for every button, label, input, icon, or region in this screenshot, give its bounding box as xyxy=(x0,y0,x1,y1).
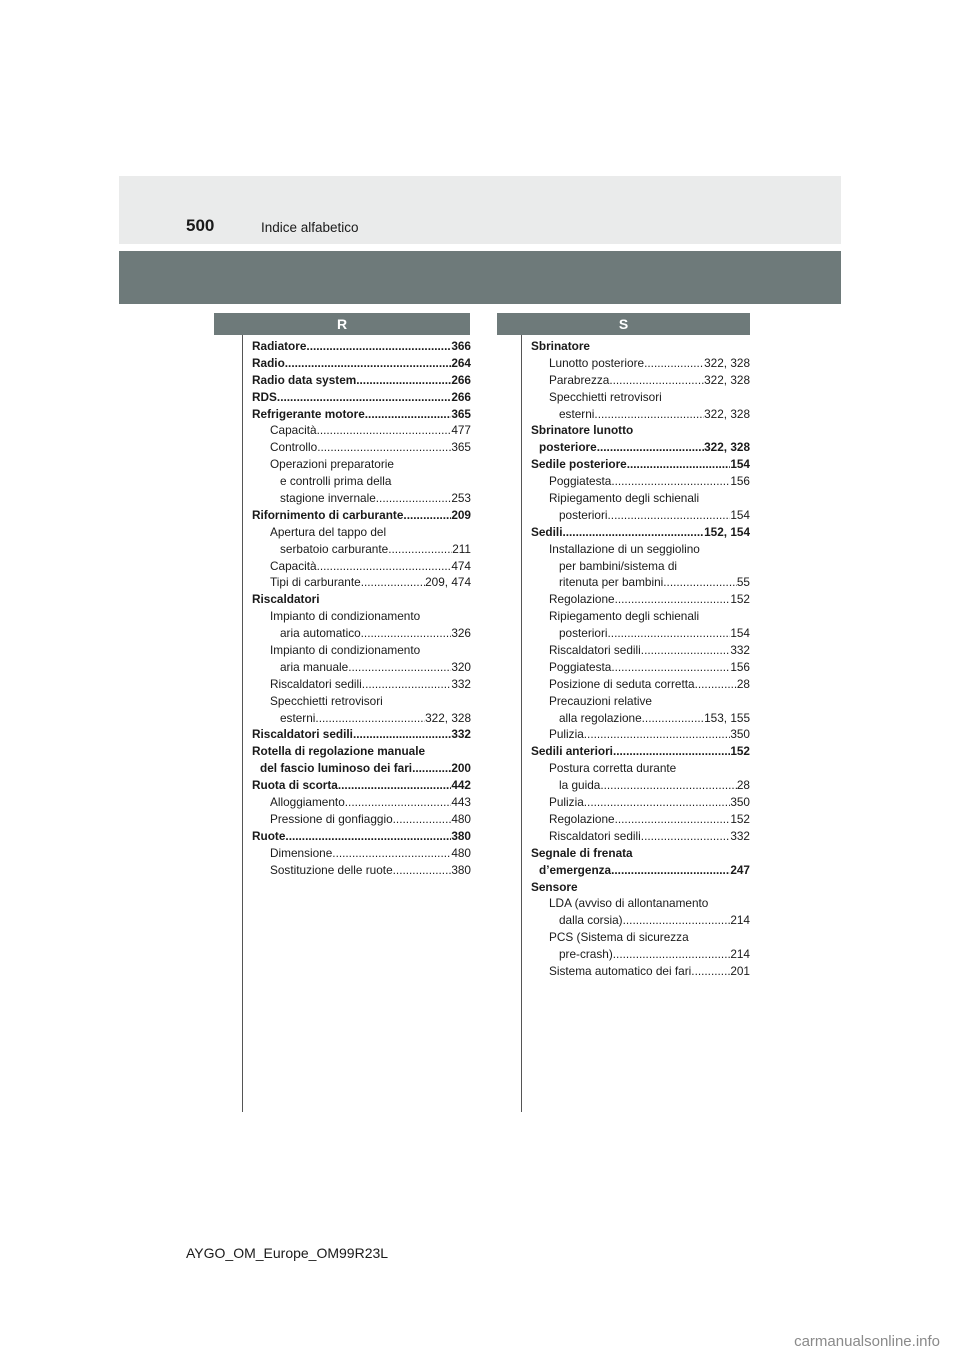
index-entry xyxy=(531,591,750,608)
index-entry-page: 474 xyxy=(451,558,471,573)
index-entry xyxy=(531,963,750,980)
index-entry-term: Rifornimento di carburante xyxy=(252,507,404,522)
index-entry xyxy=(531,895,750,912)
index-entry-page: 322, 328 xyxy=(425,710,471,725)
index-entry-page: 322, 328 xyxy=(704,440,750,455)
index-entry-page: 380 xyxy=(451,828,471,843)
index-entry-page: 152, 154 xyxy=(704,524,750,539)
index-entry xyxy=(531,862,750,879)
index-entry xyxy=(531,811,750,828)
index-entry-term: Sedile posteriore xyxy=(531,457,627,472)
dot-leader xyxy=(361,625,452,642)
dot-leader xyxy=(597,439,704,456)
dot-leader xyxy=(317,439,451,456)
index-entry-term: Riscaldatori xyxy=(252,592,320,607)
index-entry-term: serbatoio carburante xyxy=(280,541,389,556)
index-entry xyxy=(531,574,750,591)
index-entry-page: 380 xyxy=(451,862,471,877)
index-entry xyxy=(531,490,750,507)
dot-leader xyxy=(348,659,451,676)
dot-leader xyxy=(611,473,730,490)
index-entry-page: 332 xyxy=(730,828,750,843)
index-entry-page: 153, 155 xyxy=(704,710,750,725)
dot-leader xyxy=(362,676,452,693)
dot-leader xyxy=(623,912,731,929)
index-entry xyxy=(531,473,750,490)
index-entry-term: Dimensione xyxy=(270,845,333,860)
dot-leader xyxy=(608,625,731,642)
index-entry-term: Poggiatesta xyxy=(549,659,612,674)
index-entry xyxy=(531,439,750,456)
index-entry xyxy=(531,693,750,710)
index-entry xyxy=(531,642,750,659)
dot-leader xyxy=(338,777,451,794)
index-entry-term: per bambini/sistema di xyxy=(559,558,678,573)
dot-leader xyxy=(695,676,737,693)
index-entry xyxy=(531,541,750,558)
index-entry-term: posteriore xyxy=(539,440,597,455)
dot-leader xyxy=(356,372,451,389)
index-entry-page: 247 xyxy=(730,862,750,877)
index-entry-page: 200 xyxy=(451,761,471,776)
dot-leader xyxy=(285,355,452,372)
index-entry-term: RDS xyxy=(252,389,277,404)
index-entry xyxy=(531,676,750,693)
index-entry xyxy=(252,439,471,456)
index-entry xyxy=(252,558,471,575)
dot-leader xyxy=(403,507,451,524)
index-entry xyxy=(252,710,471,727)
index-entry xyxy=(252,507,471,524)
header-band xyxy=(119,176,841,244)
dot-leader xyxy=(584,726,731,743)
index-entry xyxy=(252,574,471,591)
index-entry xyxy=(252,372,471,389)
index-entry xyxy=(252,777,471,794)
index-entry-term: Riscaldatori sedili xyxy=(549,643,641,658)
index-entry-term: Riscaldatori sedili xyxy=(549,828,641,843)
index-entry-page: 322, 328 xyxy=(704,372,750,387)
index-entry-term: Impianto di condizionamento xyxy=(270,609,421,624)
index-entry-term: Ruota di scorta xyxy=(252,778,338,793)
index-entry-term: alla regolazione xyxy=(559,710,642,725)
index-entry xyxy=(531,524,750,541)
dot-leader xyxy=(644,355,704,372)
index-entry xyxy=(531,929,750,946)
index-entry-term: Regolazione xyxy=(549,592,615,607)
index-entry xyxy=(252,845,471,862)
index-entry-page: 443 xyxy=(451,795,471,810)
index-entry-term: Impianto di condizionamento xyxy=(270,643,421,658)
dot-leader xyxy=(306,338,451,355)
index-entry xyxy=(531,710,750,727)
index-entry xyxy=(252,608,471,625)
dot-leader xyxy=(611,659,730,676)
index-entry xyxy=(531,946,750,963)
index-entry-term: Posizione di seduta corretta xyxy=(549,676,695,691)
index-entry xyxy=(531,558,750,575)
index-entry xyxy=(531,372,750,389)
index-entry-page: 28 xyxy=(736,778,750,793)
index-entry-page: 55 xyxy=(736,575,750,590)
index-entry xyxy=(252,693,471,710)
index-entry xyxy=(252,760,471,777)
index-entry-page: 154 xyxy=(730,507,750,522)
index-entry-term: posteriori xyxy=(559,507,608,522)
dot-leader xyxy=(663,574,737,591)
index-entry-term: Postura corretta durante xyxy=(549,761,677,776)
index-entry xyxy=(531,625,750,642)
dot-leader xyxy=(562,524,704,541)
dot-leader xyxy=(627,456,731,473)
index-entry xyxy=(252,642,471,659)
index-entry xyxy=(252,625,471,642)
dot-leader xyxy=(615,591,731,608)
index-entry-term: PCS (Sistema di sicurezza xyxy=(549,930,689,945)
index-entry-page: 480 xyxy=(451,845,471,860)
index-entry-page: 350 xyxy=(730,795,750,810)
index-entry xyxy=(531,355,750,372)
index-entry-page: 201 xyxy=(730,963,750,978)
index-entry xyxy=(531,726,750,743)
index-entry xyxy=(252,862,471,879)
index-entry-term: Ripiegamento degli schienali xyxy=(549,491,700,506)
dot-leader xyxy=(315,710,425,727)
index-entry-term: Installazione di un seggiolino xyxy=(549,541,700,556)
index-column-r xyxy=(252,338,471,879)
index-entry xyxy=(252,726,471,743)
index-entry xyxy=(252,541,471,558)
index-entry xyxy=(252,490,471,507)
index-entry xyxy=(252,355,471,372)
index-entry-page: 322, 328 xyxy=(704,406,750,421)
index-entry-term: Refrigerante motore xyxy=(252,406,365,421)
index-entry-term: e controlli prima della xyxy=(280,474,392,489)
index-entry xyxy=(531,845,750,862)
index-entry-term: esterni xyxy=(280,710,316,725)
index-entry xyxy=(252,389,471,406)
dot-leader xyxy=(613,946,731,963)
index-entry xyxy=(252,338,471,355)
index-entry xyxy=(531,389,750,406)
index-entry-page: 209, 474 xyxy=(425,575,471,590)
index-entry-term: Precauzioni relative xyxy=(549,693,652,708)
header-dark-band xyxy=(119,251,841,304)
index-entry-page: 253 xyxy=(451,491,471,506)
index-entry xyxy=(531,456,750,473)
dot-leader xyxy=(613,743,730,760)
index-entry-term: Radio xyxy=(252,355,285,370)
index-entry-page: 332 xyxy=(451,727,471,742)
index-entry xyxy=(531,879,750,896)
index-entry-page: 156 xyxy=(730,659,750,674)
index-entry-page: 266 xyxy=(451,389,471,404)
index-entry xyxy=(252,828,471,845)
index-entry xyxy=(252,743,471,760)
dot-leader xyxy=(600,777,737,794)
index-entry xyxy=(252,422,471,439)
index-entry-term: Radio data system xyxy=(252,372,357,387)
index-entry-page: 154 xyxy=(730,457,750,472)
dot-leader xyxy=(641,642,731,659)
index-entry-term: Sistema automatico dei fari xyxy=(549,963,692,978)
index-entry xyxy=(252,406,471,423)
letter-heading-r: R xyxy=(214,313,470,335)
document-code: AYGO_OM_Europe_OM99R23L xyxy=(186,1245,389,1261)
index-entry-page: 477 xyxy=(451,423,471,438)
index-entry-page: 154 xyxy=(730,626,750,641)
index-entry-page: 264 xyxy=(451,355,471,370)
dot-leader xyxy=(361,574,425,591)
dot-leader xyxy=(332,845,451,862)
index-entry-term: Pulizia xyxy=(549,795,584,810)
dot-leader xyxy=(277,389,451,406)
index-entry-term: Pressione di gonfiaggio xyxy=(270,811,393,826)
dot-leader xyxy=(376,490,452,507)
index-entry-term: ritenuta per bambini xyxy=(559,575,664,590)
index-entry-term: Specchietti retrovisori xyxy=(270,693,383,708)
index-entry-page: 442 xyxy=(451,778,471,793)
index-entry xyxy=(531,760,750,777)
index-entry-page: 214 xyxy=(730,947,750,962)
index-entry-term: Specchietti retrovisori xyxy=(549,389,662,404)
dot-leader xyxy=(691,963,730,980)
index-entry-term: Operazioni preparatorie xyxy=(270,457,394,472)
index-entry-term: Sbrinatore xyxy=(531,339,590,353)
index-entry xyxy=(531,507,750,524)
index-entry-page: 152 xyxy=(730,744,750,759)
index-entry-page: 332 xyxy=(730,643,750,658)
dot-leader xyxy=(584,794,731,811)
dot-leader xyxy=(615,811,731,828)
dot-leader xyxy=(388,541,452,558)
letter-heading-s: S xyxy=(497,313,750,335)
index-entry xyxy=(252,676,471,693)
index-entry-term: LDA (avviso di allontanamento xyxy=(549,896,709,911)
index-entry-term: aria automatico xyxy=(280,626,361,641)
index-entry-page: 156 xyxy=(730,474,750,489)
index-entry-term: Tipi di carburante xyxy=(270,575,361,590)
index-entry-page: 366 xyxy=(451,339,471,353)
index-entry-term: Apertura del tappo del xyxy=(270,524,387,539)
page-number: 500 xyxy=(186,216,215,235)
index-entry-page: 152 xyxy=(730,592,750,607)
index-entry xyxy=(531,406,750,423)
column-divider-left xyxy=(242,335,243,1112)
index-entry-page: 152 xyxy=(730,811,750,826)
index-entry-term: Pulizia xyxy=(549,727,584,742)
index-entry-page: 480 xyxy=(451,811,471,826)
dot-leader xyxy=(317,558,452,575)
section-title: Indice alfabetico xyxy=(261,220,359,235)
index-entry-term: del fascio luminoso dei fari xyxy=(260,761,413,776)
index-entry-term: Controllo xyxy=(270,440,318,455)
index-entry-term: Segnale di frenata xyxy=(531,845,633,860)
index-entry xyxy=(531,794,750,811)
index-entry-page: 322, 328 xyxy=(704,355,750,370)
dot-leader xyxy=(608,507,731,524)
dot-leader xyxy=(611,862,730,879)
index-entry-term: Regolazione xyxy=(549,811,615,826)
dot-leader xyxy=(594,406,704,423)
index-entry-term: stagione invernale xyxy=(280,491,376,506)
dot-leader xyxy=(641,828,731,845)
index-entry-term: Poggiatesta xyxy=(549,474,612,489)
index-entry xyxy=(252,473,471,490)
index-entry-term: Rotella di regolazione manuale xyxy=(252,744,426,759)
index-entry xyxy=(531,608,750,625)
index-entry xyxy=(531,912,750,929)
index-entry-page: 209 xyxy=(451,507,471,522)
index-entry-term: Alloggiamento xyxy=(270,795,345,810)
index-entry-term: posteriori xyxy=(559,626,608,641)
index-entry-term: Sedili anteriori xyxy=(531,744,613,759)
dot-leader xyxy=(393,811,452,828)
index-entry-page: 211 xyxy=(452,541,471,556)
index-entry-term: aria manuale xyxy=(280,659,349,674)
index-entry-term: Ruote xyxy=(252,828,286,843)
index-entry-term: Sbrinatore lunotto xyxy=(531,423,634,438)
index-entry-term: la guida xyxy=(559,778,601,793)
index-entry-term: Ripiegamento degli schienali xyxy=(549,609,700,624)
index-entry-term: Sensore xyxy=(531,879,578,894)
index-entry xyxy=(531,743,750,760)
dot-leader xyxy=(365,406,452,423)
dot-leader xyxy=(317,422,452,439)
index-entry xyxy=(252,456,471,473)
index-entry-term: Riscaldatori sedili xyxy=(252,727,353,742)
index-entry-term: Lunotto posteriore xyxy=(549,355,645,370)
index-entry-page: 28 xyxy=(736,676,750,691)
index-entry-term: Radiatore xyxy=(252,339,307,353)
index-entry-term: Parabrezza xyxy=(549,372,610,387)
index-entry-term: Sostituzione delle ruote xyxy=(270,862,393,877)
index-entry xyxy=(252,794,471,811)
index-entry-page: 320 xyxy=(451,659,471,674)
index-entry xyxy=(531,777,750,794)
index-entry-term: pre-crash) xyxy=(559,947,613,962)
dot-leader xyxy=(285,828,451,845)
index-entry-page: 214 xyxy=(730,913,750,928)
dot-leader xyxy=(345,794,452,811)
index-entry xyxy=(531,422,750,439)
index-entry-page: 266 xyxy=(451,372,471,387)
index-entry-term: d’emergenza xyxy=(539,862,612,877)
index-entry-page: 350 xyxy=(730,727,750,742)
index-column-s xyxy=(531,338,750,980)
watermark: carmanualsonline.info xyxy=(794,1333,940,1350)
index-entry-page: 365 xyxy=(451,440,471,455)
index-entry-term: Sedili xyxy=(531,524,563,539)
dot-leader xyxy=(353,726,451,743)
index-entry xyxy=(252,811,471,828)
index-entry-page: 326 xyxy=(451,626,471,641)
index-entry xyxy=(252,591,471,608)
index-entry xyxy=(531,338,750,355)
index-entry xyxy=(252,659,471,676)
index-entry-page: 332 xyxy=(451,676,471,691)
dot-leader xyxy=(412,760,451,777)
index-entry xyxy=(252,524,471,541)
column-divider-right xyxy=(521,335,522,1112)
index-entry-page: 365 xyxy=(451,406,471,421)
index-entry xyxy=(531,659,750,676)
index-entry-term: esterni xyxy=(559,406,595,421)
dot-leader xyxy=(609,372,704,389)
index-entry-term: Riscaldatori sedili xyxy=(270,676,362,691)
index-entry-term: dalla corsia) xyxy=(559,913,623,928)
index-entry xyxy=(531,828,750,845)
index-entry-term: Capacità xyxy=(270,558,317,573)
dot-leader xyxy=(642,710,704,727)
index-entry-term: Capacità xyxy=(270,423,317,438)
dot-leader xyxy=(393,862,452,879)
